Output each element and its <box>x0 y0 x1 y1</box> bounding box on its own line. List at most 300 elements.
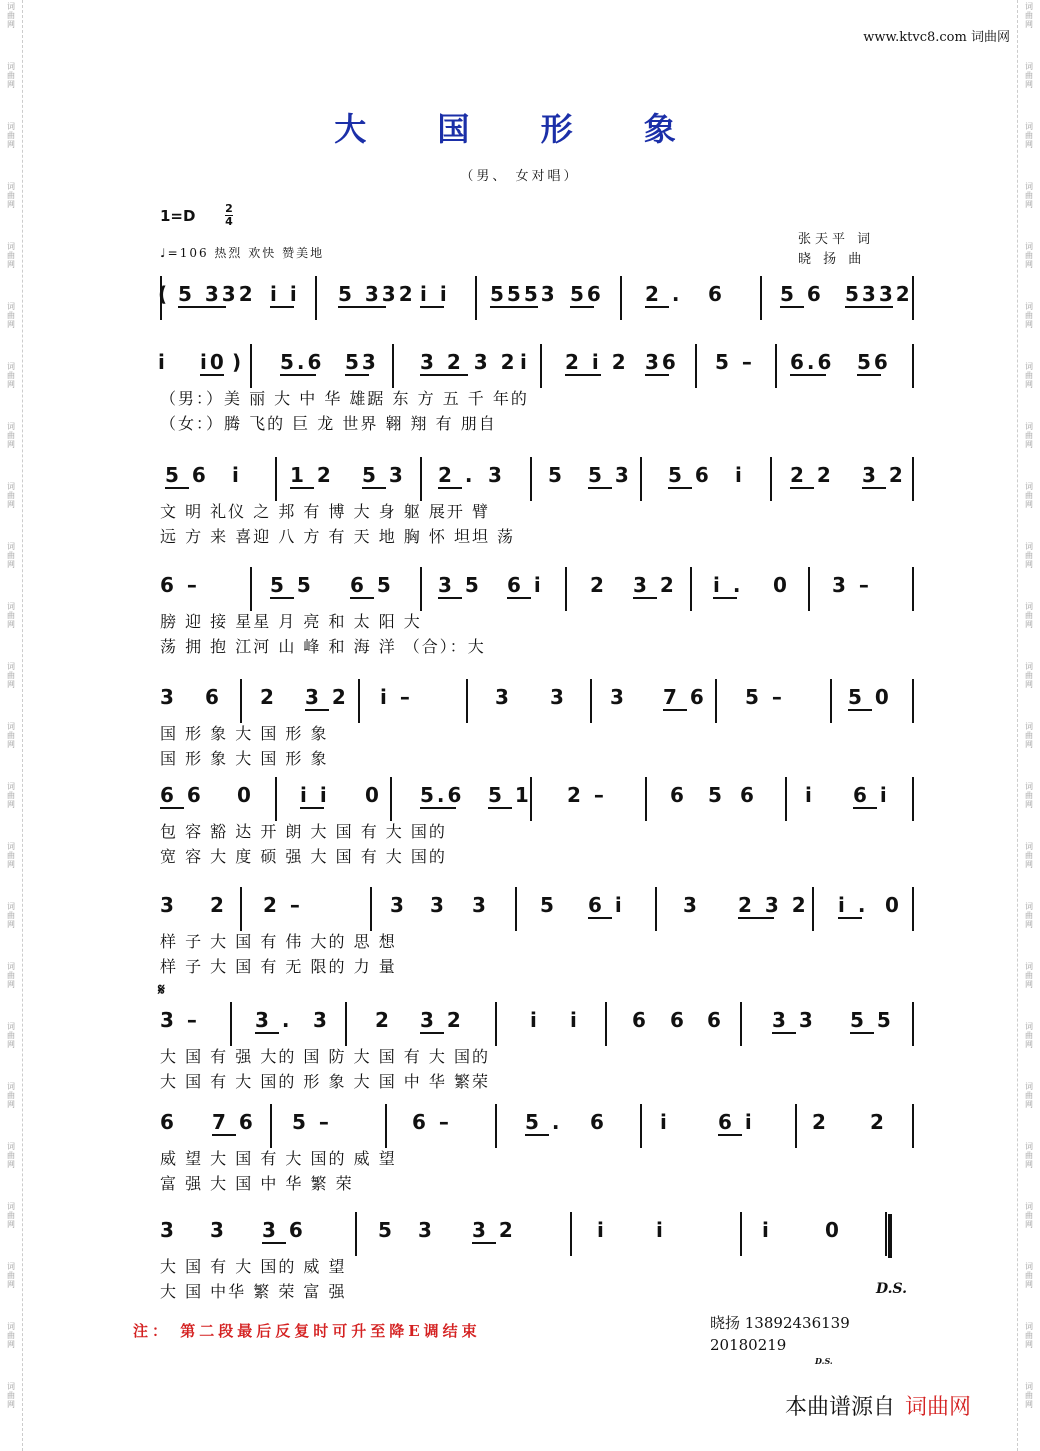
bar-line <box>912 344 914 388</box>
beam-underline <box>848 709 872 711</box>
note: 6 6 <box>160 783 204 807</box>
bar-line <box>740 1002 742 1046</box>
note: 5 – <box>715 350 755 374</box>
watermark-text: 词曲网 <box>7 1262 15 1289</box>
note: i . <box>838 893 869 917</box>
note: 5 0 <box>848 685 892 709</box>
song-title: 大 国 形 象 <box>334 110 706 148</box>
beam-underline <box>790 374 826 376</box>
watermark-text: 词曲网 <box>7 1382 15 1409</box>
source-credit[interactable] <box>785 1390 971 1421</box>
watermark-text: 词曲网 <box>1025 62 1033 89</box>
note: 0 <box>237 783 254 807</box>
note: 2 . <box>645 282 683 306</box>
note: 6 i <box>588 893 625 917</box>
beam-underline <box>862 487 886 489</box>
note: 56 <box>570 282 604 306</box>
signature-block <box>710 1312 850 1356</box>
watermark-text: 词曲网 <box>1025 842 1033 869</box>
note: 3 2 3 2 <box>420 350 518 374</box>
site-url[interactable]: www.ktvc8.com <box>863 30 967 45</box>
note: 3 <box>683 893 700 917</box>
ds-small-mark: D.S. <box>815 1356 833 1366</box>
bar-line <box>808 567 810 611</box>
watermark-text: 词曲网 <box>7 62 15 89</box>
lyrics-verse-2: 样 子 大 国 有 无 限的 力 量 <box>160 957 397 976</box>
bar-line <box>655 887 657 931</box>
note: 2 <box>260 685 277 709</box>
beam-underline <box>338 306 386 308</box>
note: 3 <box>430 893 447 917</box>
note: i – <box>380 685 413 709</box>
bar-line <box>230 1002 232 1046</box>
note: i <box>158 350 168 374</box>
date: 20180219 <box>710 1336 787 1354</box>
note: 3 6 <box>262 1218 306 1242</box>
note: 3 <box>610 685 627 709</box>
note: 2 – <box>567 783 607 807</box>
watermark-text: 词曲网 <box>7 1142 15 1169</box>
bar-line <box>515 887 517 931</box>
note: 5553 <box>490 282 558 306</box>
watermark-text: 词曲网 <box>7 902 15 929</box>
watermark-text: 词曲网 <box>7 842 15 869</box>
note: 53 <box>345 350 379 374</box>
site-header[interactable] <box>863 26 1010 45</box>
note: i0 <box>200 350 227 374</box>
note: 5 6 <box>780 282 824 306</box>
bar-line <box>885 1212 887 1256</box>
beam-underline <box>178 306 226 308</box>
note: 6 5 <box>350 573 394 597</box>
composer: 晓 扬 曲 <box>798 252 866 267</box>
watermark-text: 词曲网 <box>7 302 15 329</box>
watermark-text: 词曲网 <box>1025 422 1033 449</box>
watermark-text: 词曲网 <box>1025 1322 1033 1349</box>
note: 0 <box>825 1218 842 1242</box>
watermark-text: 词曲网 <box>7 482 15 509</box>
lyrics-verse-1: 样 子 大 国 有 伟 大的 思 想 <box>160 932 397 951</box>
note: i <box>530 1008 540 1032</box>
beam-underline <box>850 1032 874 1034</box>
bar-line <box>530 777 532 821</box>
watermark-text: 词曲网 <box>7 1202 15 1229</box>
footer-note: 注： 第二段最后反复时可升至降E调结束 <box>133 1322 481 1340</box>
beam-underline <box>488 807 512 809</box>
note: 3 5 <box>438 573 482 597</box>
watermark-text: 词曲网 <box>7 1322 15 1349</box>
watermark-text: 词曲网 <box>7 242 15 269</box>
note: 6 <box>160 1110 177 1134</box>
watermark-text: 词曲网 <box>7 2 15 29</box>
watermark-text: 词曲网 <box>7 362 15 389</box>
watermark-text: 词曲网 <box>1025 302 1033 329</box>
note: 6 <box>740 783 757 807</box>
beam-underline <box>305 709 329 711</box>
note: i <box>735 463 745 487</box>
beam-underline <box>857 374 881 376</box>
bar-line <box>275 457 277 501</box>
note: 5.6 <box>280 350 325 374</box>
note: 0 <box>773 573 790 597</box>
lyrics-verse-1: （男：）美 丽 大 中 华 雄踞 东 方 五 千 年的 <box>160 389 529 408</box>
bar-line <box>240 679 242 723</box>
watermark-text: 词曲网 <box>1025 362 1033 389</box>
bar-line <box>355 1212 357 1256</box>
bar-line <box>530 457 532 501</box>
bar-line <box>385 1104 387 1148</box>
lyrics-verse-2: 宽 容 大 度 硕 强 大 国 有 大 国的 <box>160 847 447 866</box>
note: 3 – <box>832 573 872 597</box>
note: 2 <box>210 893 227 917</box>
bar-line <box>495 1002 497 1046</box>
note: i <box>232 463 242 487</box>
song-subtitle: （男、 女对唱） <box>460 169 580 184</box>
time-signature <box>225 203 233 228</box>
note: 5332 <box>845 282 913 306</box>
beam-underline <box>565 374 601 376</box>
note: 2 3 2 <box>738 893 809 917</box>
beam-underline <box>420 807 456 809</box>
meter-top: 2 <box>225 202 233 215</box>
bar-line <box>270 1104 272 1148</box>
watermark-text: 词曲网 <box>7 602 15 629</box>
note: 3 <box>418 1218 435 1242</box>
note: 5 5 <box>270 573 314 597</box>
watermark-text: 词曲网 <box>1025 2 1033 29</box>
bar-line <box>760 276 762 320</box>
bar-line <box>475 276 477 320</box>
watermark-text: 词曲网 <box>1025 1022 1033 1049</box>
note: 5 1 <box>488 783 532 807</box>
note: 6 <box>205 685 222 709</box>
beam-underline <box>438 487 462 489</box>
ds-mark: D.S. <box>876 1281 908 1297</box>
beam-underline <box>270 306 294 308</box>
note: 6 <box>590 1110 607 1134</box>
watermark-text: 词曲网 <box>1025 482 1033 509</box>
note: 3 <box>160 1218 177 1242</box>
note: 3 <box>488 463 505 487</box>
note: 6 i <box>718 1110 755 1134</box>
bar-line <box>620 276 622 320</box>
lyrics-verse-2: 富 强 大 国 中 华 繁 荣 <box>160 1174 354 1193</box>
beam-underline <box>350 597 374 599</box>
watermark-text: 词曲网 <box>7 1082 15 1109</box>
bar-line <box>605 1002 607 1046</box>
watermark-text: 词曲网 <box>1025 1082 1033 1109</box>
bar-line <box>795 1104 797 1148</box>
note: ) <box>232 350 245 374</box>
watermark-text: 词曲网 <box>7 422 15 449</box>
beam-underline <box>853 807 877 809</box>
beam-underline <box>300 807 324 809</box>
bar-line <box>420 567 422 611</box>
lyrics-verse-1: 大 国 有 强 大的 国 防 大 国 有 大 国的 <box>160 1047 490 1066</box>
beam-underline <box>507 597 531 599</box>
watermark-text: 词曲网 <box>1025 122 1033 149</box>
note: 3 . <box>255 1008 293 1032</box>
bar-line <box>315 276 317 320</box>
watermark-text: 词曲网 <box>1025 242 1033 269</box>
beam-underline <box>645 306 669 308</box>
bar-line <box>912 777 914 821</box>
beam-underline <box>362 487 386 489</box>
bar-line <box>275 777 277 821</box>
note: 2 <box>812 1110 829 1134</box>
note: 5 – <box>292 1110 332 1134</box>
bar-line <box>640 457 642 501</box>
bar-line <box>160 276 162 320</box>
note: 5 <box>540 893 557 917</box>
lyrics-verse-2: 大 国 中华 繁 荣 富 强 <box>160 1282 347 1301</box>
bar-line <box>392 344 394 388</box>
bar-line <box>715 679 717 723</box>
bar-line <box>250 344 252 388</box>
note: 6 <box>708 282 725 306</box>
watermark-text: 词曲网 <box>7 122 15 149</box>
note: i i <box>270 282 300 306</box>
note: 5 3 <box>362 463 406 487</box>
beam-underline <box>420 1032 444 1034</box>
beam-underline <box>262 1242 286 1244</box>
note: i i <box>300 783 330 807</box>
note: 56 <box>857 350 891 374</box>
note: 6 <box>632 1008 649 1032</box>
note: 5 <box>378 1218 395 1242</box>
note: 6 <box>670 1008 687 1032</box>
note: 5 3 <box>588 463 632 487</box>
lyrics-verse-2: （女：）腾 飞的 巨 龙 世界 翱 翔 有 朋自 <box>160 414 497 433</box>
note: 6 <box>707 1008 724 1032</box>
note: 3 3 <box>772 1008 816 1032</box>
bar-line <box>358 679 360 723</box>
lyricist: 张天平 词 <box>798 232 875 247</box>
note: 3 <box>550 685 567 709</box>
meter-bottom: 4 <box>225 215 233 228</box>
note: 3 <box>472 893 489 917</box>
note: 5 . <box>525 1110 563 1134</box>
bar-line <box>775 344 777 388</box>
note: 1 2 <box>290 463 334 487</box>
lyrics-verse-2: 远 方 来 喜迎 八 方 有 天 地 胸 怀 坦坦 荡 <box>160 527 516 546</box>
bar-line <box>912 1104 914 1148</box>
note: 5 332 <box>178 282 256 306</box>
note: i . <box>713 573 744 597</box>
note: 2 <box>870 1110 887 1134</box>
beam-underline <box>588 917 612 919</box>
watermark-text: 词曲网 <box>1025 902 1033 929</box>
beam-underline <box>790 487 814 489</box>
bar-line <box>912 1002 914 1046</box>
note: 3 <box>495 685 512 709</box>
lyrics-verse-1: 文 明 礼仪 之 邦 有 博 大 身 躯 展开 臂 <box>160 502 490 521</box>
bar-line <box>390 777 392 821</box>
credits <box>798 230 874 270</box>
watermark-text: 词曲网 <box>1025 1202 1033 1229</box>
bar-line <box>912 457 914 501</box>
watermark-text: 词曲网 <box>1025 1382 1033 1409</box>
note: i i <box>420 282 450 306</box>
watermark-text: 词曲网 <box>1025 962 1033 989</box>
watermark-text: 词曲网 <box>1025 1262 1033 1289</box>
note: 6 <box>670 783 687 807</box>
beam-underline <box>160 807 184 809</box>
note: 5 <box>548 463 565 487</box>
watermark-text: 词曲网 <box>1025 782 1033 809</box>
note: 2 . <box>438 463 476 487</box>
beam-underline <box>270 597 294 599</box>
note: 3 2 <box>305 685 349 709</box>
beam-underline <box>420 306 444 308</box>
bar-line <box>740 1212 742 1256</box>
note: 3 2 <box>420 1008 464 1032</box>
beam-underline <box>633 597 657 599</box>
beam-underline <box>525 1134 549 1136</box>
note: 5 332 <box>338 282 416 306</box>
note: 5 6 <box>668 463 712 487</box>
bar-line <box>570 1212 572 1256</box>
note: i <box>805 783 815 807</box>
note: i <box>570 1008 580 1032</box>
bar-line <box>250 567 252 611</box>
note: 3 <box>210 1218 227 1242</box>
source-label: 本曲谱源自 <box>785 1395 896 1420</box>
note: 2 <box>590 573 607 597</box>
note: 5 6 <box>165 463 209 487</box>
watermark-text: 词曲网 <box>7 662 15 689</box>
note: 6 – <box>160 573 200 597</box>
arranger-contact: 晓扬 13892436139 <box>710 1314 850 1332</box>
bar-line <box>912 679 914 723</box>
key-signature: 1=D <box>160 207 196 225</box>
beam-underline <box>490 306 538 308</box>
bar-line <box>640 1104 642 1148</box>
bar-line <box>812 887 814 931</box>
note: i <box>762 1218 772 1242</box>
bar-line <box>495 1104 497 1148</box>
left-watermark-strip <box>0 0 23 1451</box>
watermark-text: 词曲网 <box>7 722 15 749</box>
watermark-text: 词曲网 <box>1025 662 1033 689</box>
beam-underline <box>290 487 314 489</box>
watermark-text: 词曲网 <box>1025 722 1033 749</box>
note: i <box>660 1110 670 1134</box>
bar-line <box>590 679 592 723</box>
note: 3 2 <box>472 1218 516 1242</box>
bar-line <box>645 777 647 821</box>
bar-line <box>695 344 697 388</box>
note: 3 <box>160 893 177 917</box>
beam-underline <box>570 306 594 308</box>
beam-underline <box>438 597 462 599</box>
lyrics-verse-1: 大 国 有 大 国的 威 望 <box>160 1257 347 1276</box>
bar-line <box>540 344 542 388</box>
note: 2 – <box>263 893 303 917</box>
bar-line <box>785 777 787 821</box>
lyrics-verse-1: 包 容 豁 达 开 朗 大 国 有 大 国的 <box>160 822 447 841</box>
bar-line <box>830 679 832 723</box>
beam-underline <box>772 1032 796 1034</box>
beam-underline <box>738 917 774 919</box>
watermark-text: 词曲网 <box>7 782 15 809</box>
beam-underline <box>200 374 224 376</box>
note: 2 i 2 <box>565 350 629 374</box>
lyrics-verse-2: 荡 拥 抱 江河 山 峰 和 海 洋 （合）：大 <box>160 637 486 656</box>
note: 3 2 <box>633 573 677 597</box>
note: i <box>656 1218 666 1242</box>
watermark-text: 词曲网 <box>1025 602 1033 629</box>
note: 3 <box>160 685 177 709</box>
watermark-text: 词曲网 <box>7 962 15 989</box>
note: 5 – <box>745 685 785 709</box>
note: 6.6 <box>790 350 835 374</box>
bar-line <box>345 1002 347 1046</box>
lyrics-verse-1: 膀 迎 接 星星 月 亮 和 太 阳 大 <box>160 612 422 631</box>
site-name[interactable]: 词曲网 <box>970 30 1010 45</box>
final-repeat-barline <box>888 1214 892 1258</box>
note: 7 6 <box>212 1110 256 1134</box>
note: 7 6 <box>663 685 707 709</box>
lyrics-verse-1: 国 形 象 大 国 形 象 <box>160 724 329 743</box>
note: 6 i <box>853 783 890 807</box>
beam-underline <box>345 374 369 376</box>
bar-line <box>770 457 772 501</box>
beam-underline <box>420 374 468 376</box>
beam-underline <box>713 597 737 599</box>
source-brand[interactable]: 词曲网 <box>905 1395 972 1420</box>
bar-line <box>370 887 372 931</box>
beam-underline <box>472 1242 496 1244</box>
note: 6 i <box>507 573 544 597</box>
note: 2 2 <box>790 463 834 487</box>
note: 6 – <box>412 1110 452 1134</box>
watermark-text: 词曲网 <box>1025 542 1033 569</box>
note: 36 <box>645 350 679 374</box>
bar-line <box>466 679 468 723</box>
note: 0 <box>365 783 382 807</box>
note: ( <box>158 282 171 306</box>
beam-underline <box>645 374 669 376</box>
segno-sign: 𝄋 <box>158 980 165 999</box>
note: 5.6 <box>420 783 465 807</box>
watermark-text: 词曲网 <box>1025 1142 1033 1169</box>
beam-underline <box>838 917 862 919</box>
lyrics-verse-1: 威 望 大 国 有 大 国的 威 望 <box>160 1149 397 1168</box>
beam-underline <box>845 306 893 308</box>
note: 5 5 <box>850 1008 894 1032</box>
watermark-text: 词曲网 <box>7 542 15 569</box>
note: 5 <box>708 783 725 807</box>
tempo-marking: ♩=106 热烈 欢快 赞美地 <box>160 246 325 260</box>
beam-underline <box>663 709 687 711</box>
beam-underline <box>780 306 804 308</box>
note: i <box>597 1218 607 1242</box>
bar-line <box>690 567 692 611</box>
watermark-text: 词曲网 <box>7 1022 15 1049</box>
watermark-text: 词曲网 <box>1025 182 1033 209</box>
bar-line <box>912 276 914 320</box>
note: i <box>520 350 530 374</box>
bar-line <box>240 887 242 931</box>
lyrics-verse-2: 国 形 象 大 国 形 象 <box>160 749 329 768</box>
note: 3 – <box>160 1008 200 1032</box>
note: 3 2 <box>862 463 906 487</box>
lyrics-verse-2: 大 国 有 大 国的 形 象 大 国 中 华 繁荣 <box>160 1072 490 1091</box>
note: 2 <box>375 1008 392 1032</box>
beam-underline <box>588 487 612 489</box>
beam-underline <box>718 1134 742 1136</box>
